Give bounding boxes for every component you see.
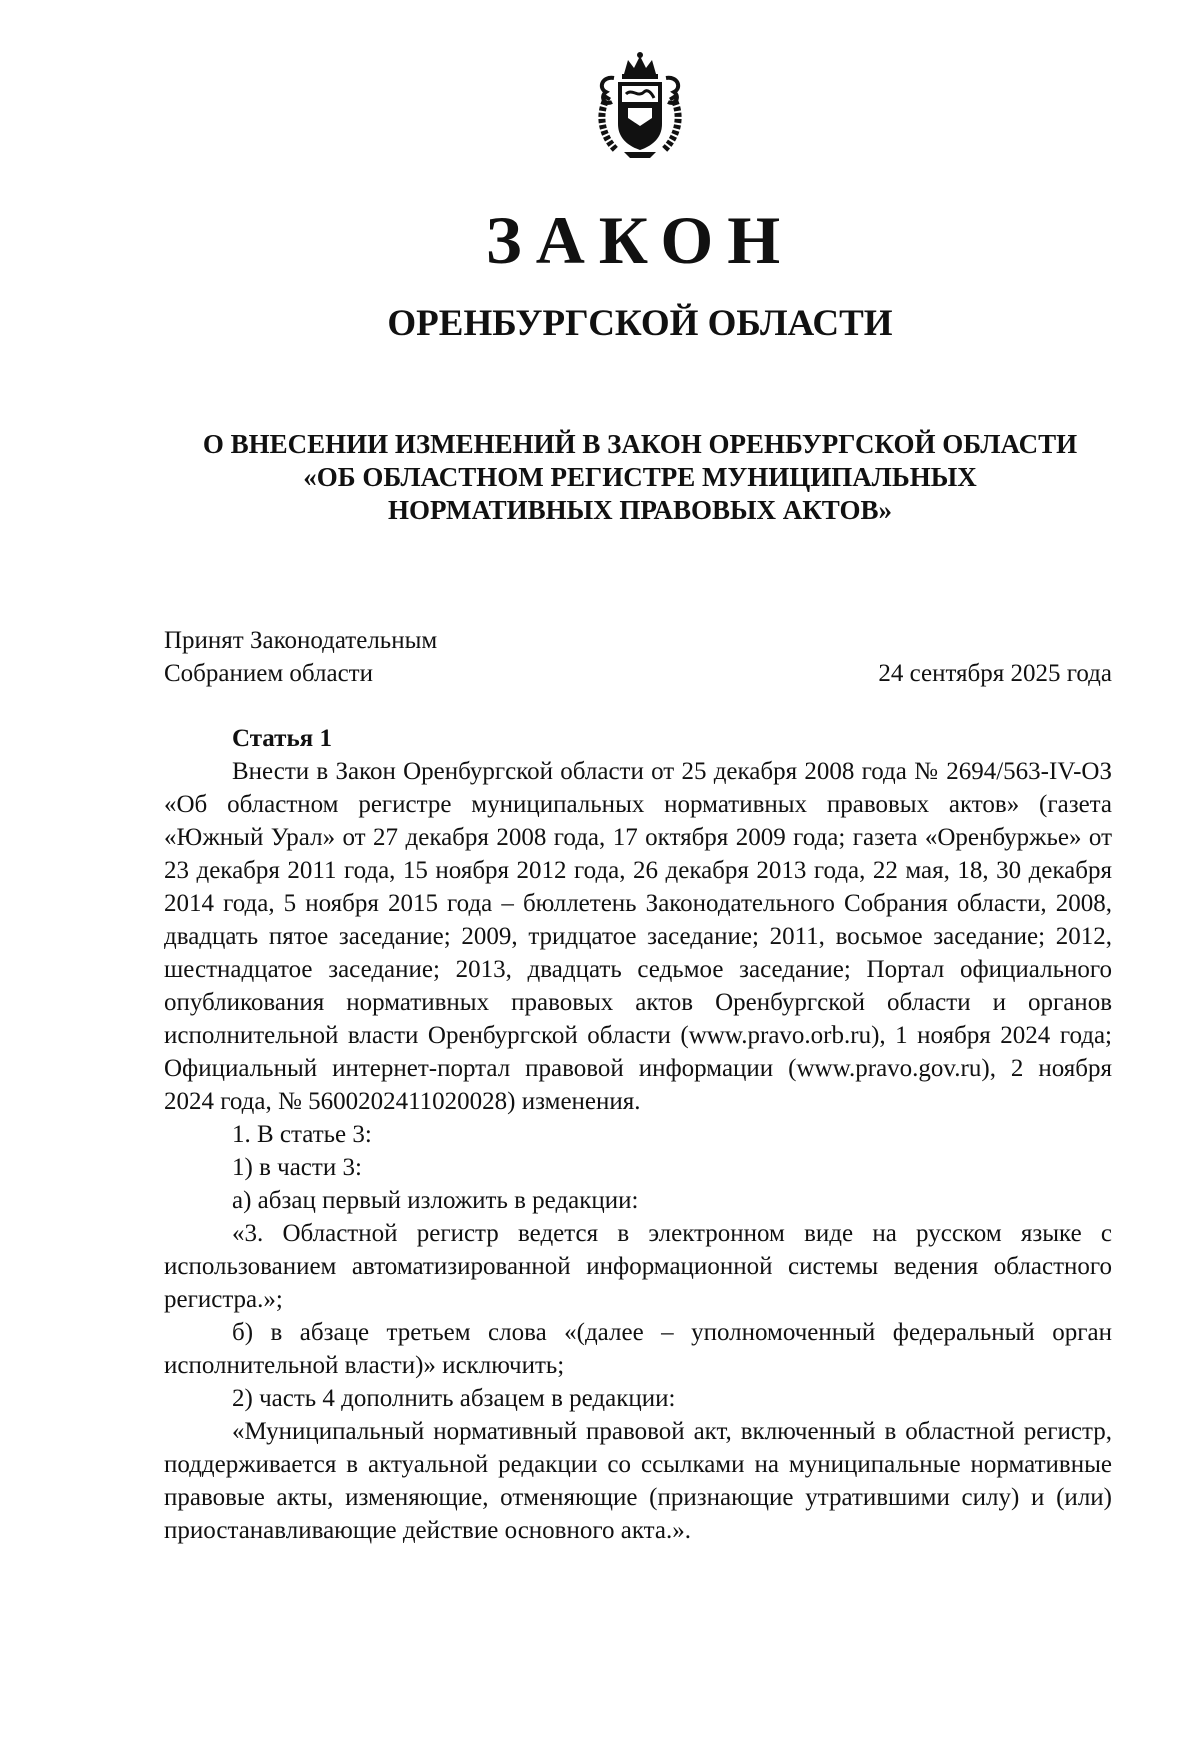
subject-line: НОРМАТИВНЫХ ПРАВОВЫХ АКТОВ» xyxy=(388,495,892,525)
article-intro-paragraph: Внести в Закон Оренбургской области от 25 декабря 2008 года № 2694/563-IV-ОЗ «Об областном регистре муниципальных нормативных правовых актов» (газета «Южный Урал» от 27 декабря 2008 года, 17 октября 2009 года; газета «Оренбуржье» от 23 декабря 2011 года, 15 ноября 2012 года, 26 декабря 2013 года, 22 мая, 18, 30 декабря 2014 года, 5 ноября 2015 года – бюллетень Законодательного Собрания области, 2008, двадцать пятое заседание; 2009, тридцатое заседание; 2011, восьмое заседание; 2012, шестнадцатое заседание; 2013, двадцать седьмое заседание; Портал официального опубликования нормативных правовых актов Оренбургской области и органов исполнительной власти Оренбургской области (www.pravo.orb.ru), 1 ноября 2024 года; Официальный интернет-портал правовой информации (www.pravo.gov.ru), 2 ноября 2024 года, № 5600202411020028) изменения. xyxy=(164,758,1112,1115)
adoption-date: 24 сентября 2025 года xyxy=(878,660,1112,687)
adoption-line: Собранием области xyxy=(164,660,373,687)
article-subitem: а) абзац первый изложить в редакции: xyxy=(232,1187,639,1214)
article-subitem: 2) часть 4 дополнить абзацем в редакции: xyxy=(232,1385,676,1412)
article-body xyxy=(164,722,1112,1547)
region-title: ОРЕНБУРГСКОЙ ОБЛАСТИ xyxy=(387,303,893,344)
adoption-block xyxy=(164,624,437,690)
article-subitem: 1) в части 3: xyxy=(232,1154,362,1181)
law-subject xyxy=(0,428,1200,527)
subject-line: О ВНЕСЕНИИ ИЗМЕНЕНИЙ В ЗАКОН ОРЕНБУРГСКОЙ ОБЛАСТИ xyxy=(202,429,1078,459)
article-item: 1. В статье 3: xyxy=(232,1121,372,1148)
adoption-line: Принят Законодательным xyxy=(164,627,438,654)
coat-of-arms-icon xyxy=(594,52,686,160)
document-title: ЗАКОН xyxy=(485,202,795,278)
subject-line: «ОБ ОБЛАСТНОМ РЕГИСТРЕ МУНИЦИПАЛЬНЫХ xyxy=(303,462,977,492)
article-subitem: б) в абзаце третьем слова «(далее – уполномоченный федеральный орган исполнительной власти)» исключить; xyxy=(164,1319,1112,1379)
quoted-paragraph: «3. Областной регистр ведется в электронном виде на русском языке с использованием автоматизированной информационной системы ведения областного регистра.»; xyxy=(164,1220,1112,1313)
article-heading: Статья 1 xyxy=(232,725,332,752)
quoted-paragraph: «Муниципальный нормативный правовой акт, включенный в областной регистр, поддерживается в актуальной редакции со ссылками на муниципальные нормативные правовые акты, изменяющие, отменяющие (признающие утратившими силу) и (или) приостанавливающие действие основного акта.». xyxy=(164,1418,1112,1544)
